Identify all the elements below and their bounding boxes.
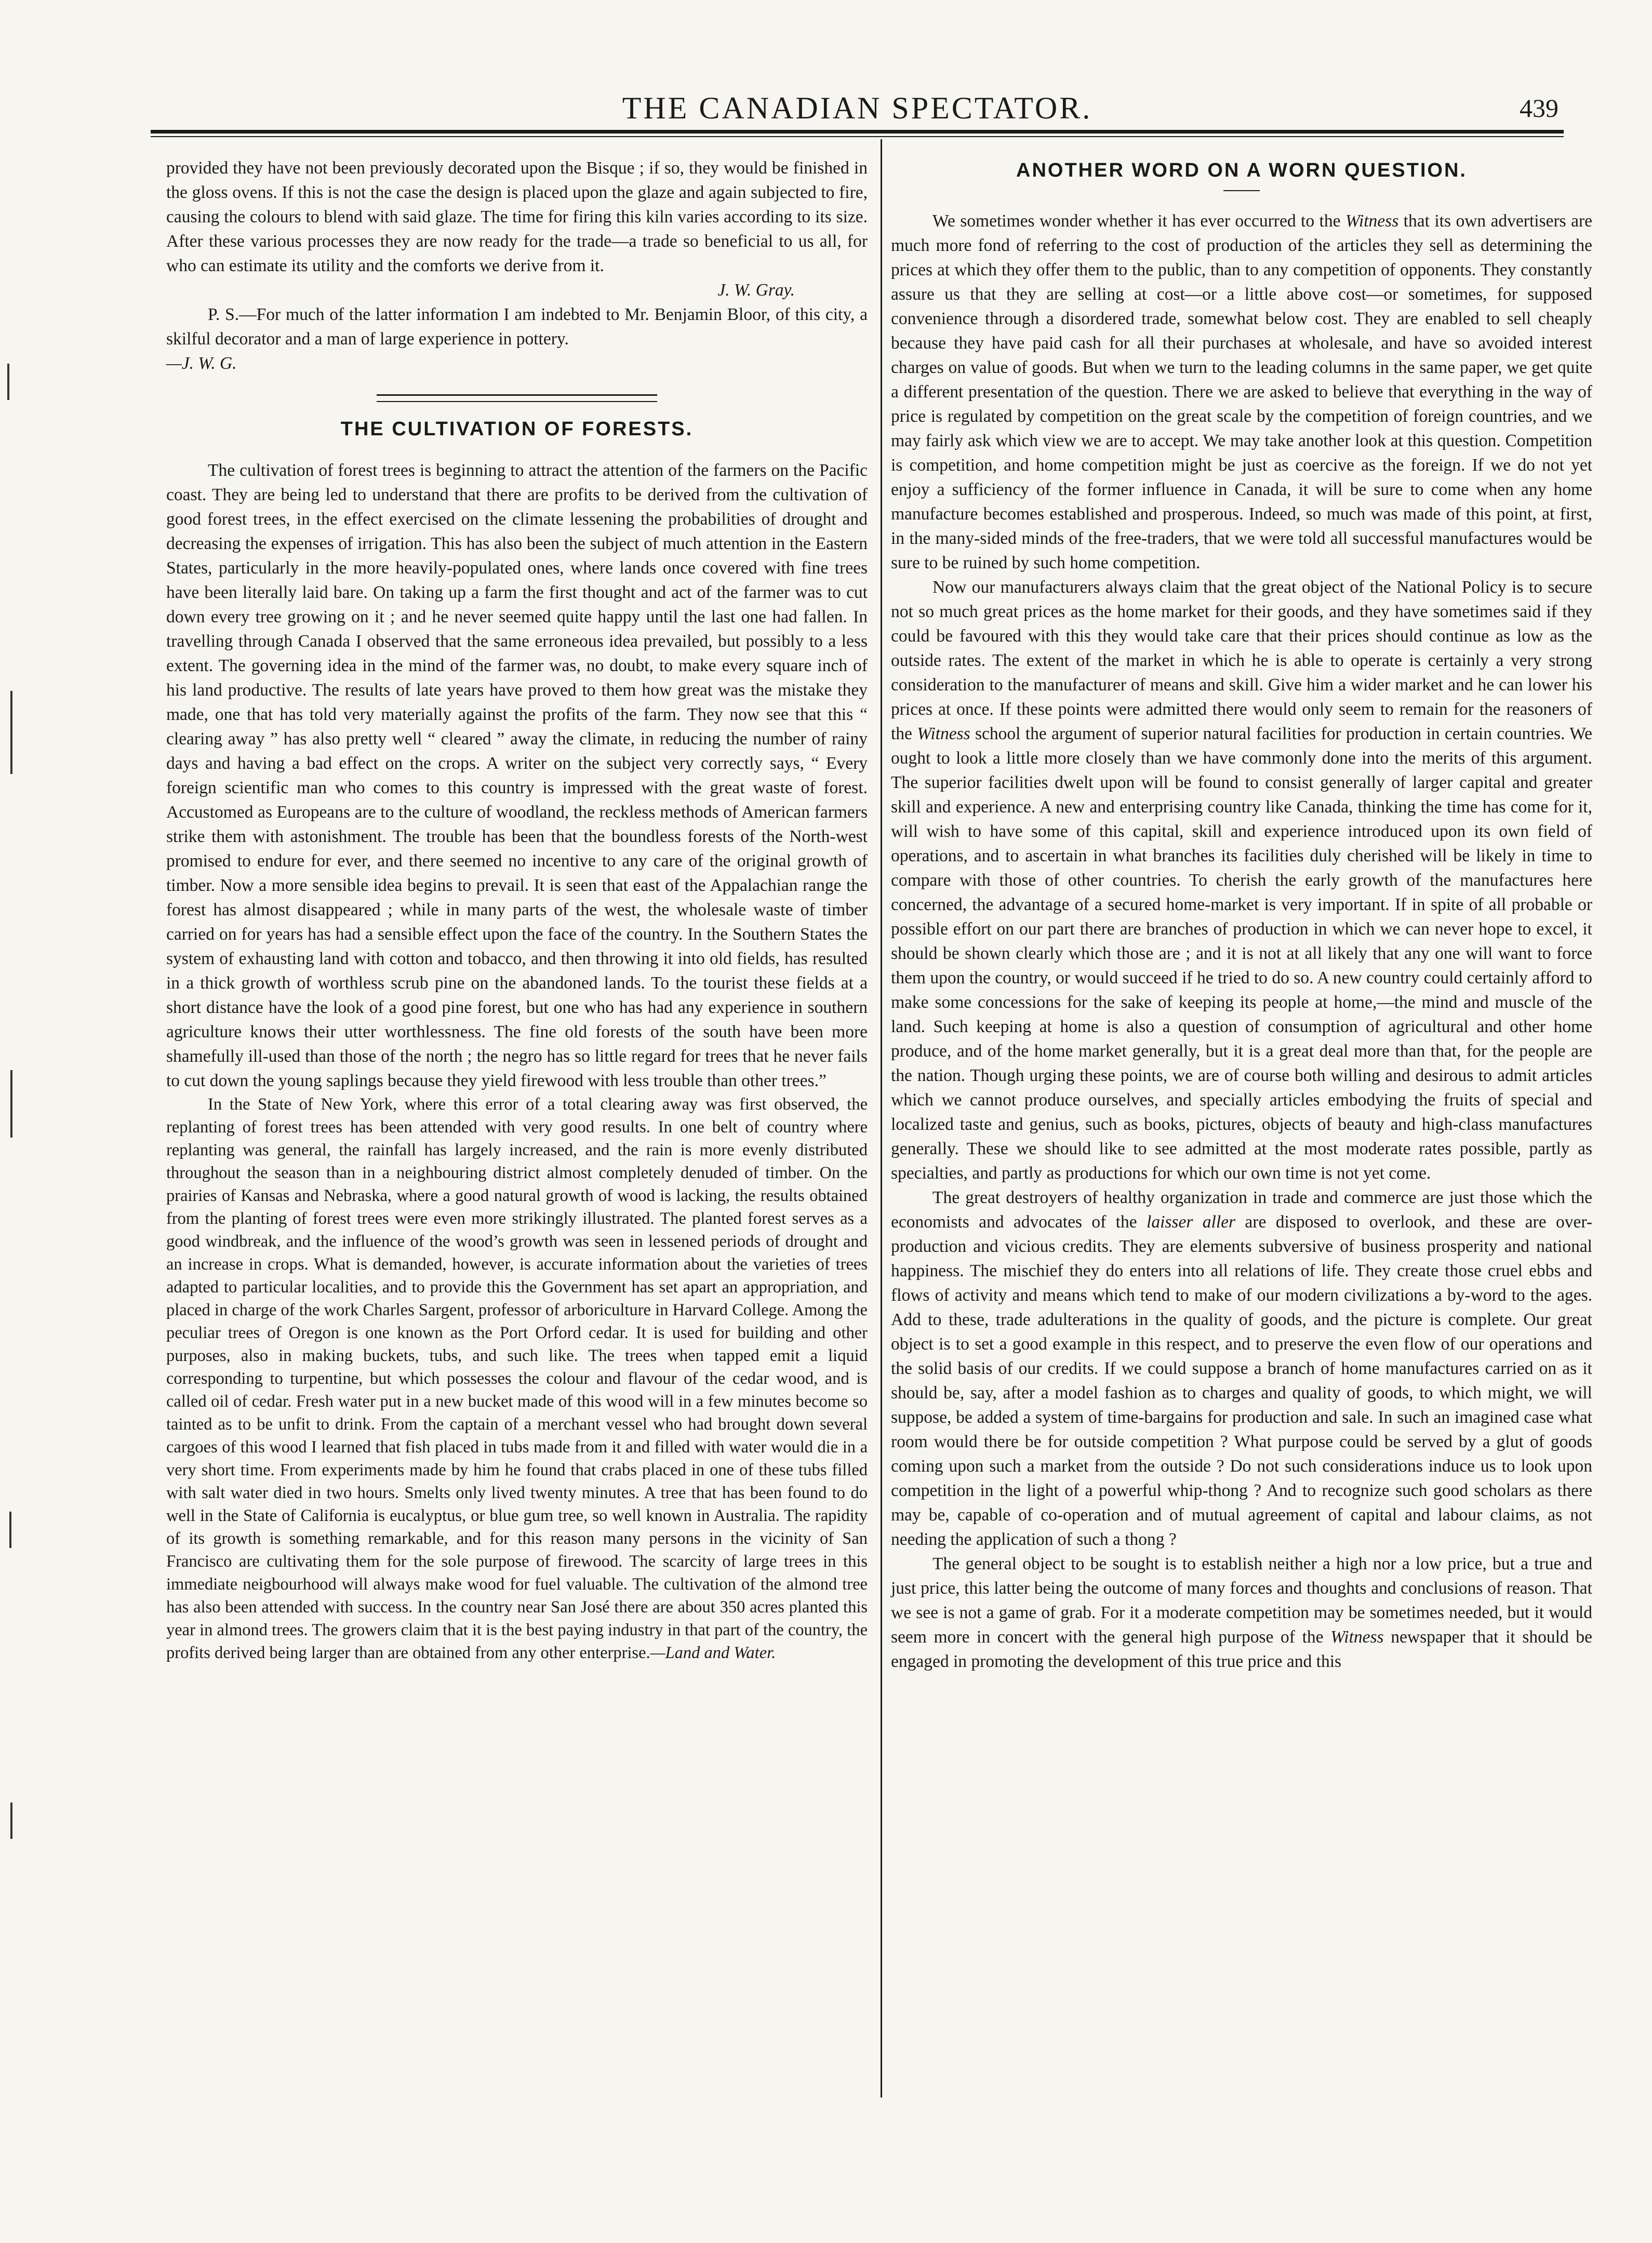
masthead-title: THE CANADIAN SPECTATOR.	[622, 91, 1093, 125]
margin-mark	[10, 1803, 12, 1839]
postscript-signature: —J. W. G.	[166, 354, 237, 373]
postscript-paragraph: P. S.—For much of the latter information I am indebted to Mr. Benjamin Bloor, of this city, a skilful decorator and a man of large experience in pottery.	[166, 305, 868, 349]
paragraph-text: newspaper that it should be engaged in promoting the development of this true price and this	[891, 1627, 1592, 1671]
body-paragraph	[166, 1093, 868, 1664]
section-rule	[377, 401, 657, 402]
publication-name: Witness	[1345, 211, 1399, 231]
heading-rule	[1223, 190, 1260, 191]
body-paragraph: The cultivation of forest trees is beginning to attract the attention of the farmers on the Pacific coast. They are being led to understand that there are profits to be derived from the cultivation of good forest trees, in the effect exercised on the climate lessening the probabilities of drought and decreasing the expenses of irrigation. This has also been the subject of much attention in the Eastern States, particularly in the more heavily-populated ones, where lands once covered with fine trees have been literally laid bare. On taking up a farm the first thought and act of the farmer was to cut down every tree growing on it ; and he never seemed quite happy until the last one had fallen. In travelling through Canada I observed that the same erroneous idea prevailed, but possibly to a less extent. The governing idea in the mind of the farmer was, no doubt, to make every square inch of his land productive. The results of late years have proved to them how great was the mistake they made, one that has told very materially against the profits of the farm. They now see that this “ clearing away ” has also pretty well “ cleared ” away the climate, in reducing the number of rainy days and having a bad effect on the crops. A writer on the subject very correctly says, “ Every foreign scientific man who comes to this country is impressed with the great waste of forest. Accustomed as Europeans are to the culture of woodland, the reckless methods of American farmers strike them with astonishment. The trouble has been that the boundless forests of the North-west promised to endure for ever, and there seemed no incentive to any care of the original growth of timber. Now a more sensible idea begins to prevail. It is seen that east of the Appalachian range the forest has almost disappeared ; while in many parts of the west, the wholesale waste of timber carried on for years has had a sensible effect upon the face of the country. In the Southern States the system of exhausting land with cotton and tobacco, and then throwing it into old fields, has resulted in a thick growth of worthless scrub pine on the abandoned lands. To the tourist these fields at a short distance have the look of a good pine forest, but one who has had any experience in southern agriculture knows their utter worthlessness. The fine old forests of the south have been more shamefully ill-used than those of the north ; the negro has so little regard for trees that he never fails to cut down the young saplings because they yield firewood with less trouble than other trees.”	[166, 461, 868, 1090]
publication-name: Witness	[1330, 1627, 1384, 1647]
paragraph-text: The general object to be sought is to establish neither a high nor a low price, but a true and just price, this latter being the outcome of many forces and thoughts and conclusions of reason. That we see is not a game of grab. For it a moderate competition may be sometimes needed, but it would seem more in concert with the general high purpose of the	[891, 1554, 1592, 1647]
carryover-paragraph: provided they have not been previously decorated upon the Bisque ; if so, they would be finished in the gloss ovens. If this is not the case the design is placed upon the glaze and again subjected to fire, causing the colours to blend with said glaze. The time for firing this kiln varies according to its size. After these various processes they are now ready for the trade—a trade so beneficial to us all, for who can estimate its utility and the comforts we derive from it.	[166, 158, 868, 275]
body-paragraph	[891, 209, 1592, 575]
margin-mark	[9, 1512, 11, 1548]
page-header	[151, 87, 1564, 129]
article-heading: THE CULTIVATION OF FORESTS.	[340, 418, 694, 440]
publication-name: Witness	[917, 724, 970, 743]
margin-mark	[7, 364, 9, 400]
body-paragraph	[891, 575, 1592, 1185]
margin-mark	[10, 1070, 12, 1138]
paragraph-text: that its own advertisers are much more fond of referring to the cost of production of the articles they sell as determining the prices at which they offer them to the public, than to any competition of opponents. They constantly assure us that they are selling at cost—or a little above cost—or sometimes, for supposed convenience through a disordered trade, somewhat below cost. They are enabled to sell cheaply because they have paid cash for all their purchases at wholesale, and have so avoided interest charges on value of goods. But when we turn to the leading columns in the same paper, we get quite a different presentation of the question. There we are asked to believe that everything in the way of price is regulated by competition on the great scale by the competition of foreign countries, and we may fairly ask which view we are to accept. We may take another look at this question. Competition is competition, and home competition might be just as coercive as the foreign. If we do not yet enjoy a sufficiency of the former influence in Canada, it will be sure to come when any home manufacture becomes established and prosperous. Indeed, so much was made of this point, at first, in the many-sided minds of the free-traders, that we were told all successful manufactures would be sure to be ruined by such home competition.	[891, 211, 1593, 572]
paragraph-text: We sometimes wonder whether it has ever occurred to the	[932, 211, 1345, 231]
paragraph-text: are disposed to overlook, and these are over-production and vicious credits. They are elements subversive of business prosperity and national happiness. The mischief they do enters into all relations of life. They create those cruel ebbs and flows of activity and means which tend to make of our modern civilizations a by-word to the ages. Add to these, trade adulterations in the quality of goods, and the picture is complete. Our great object is to set a good example in this respect, and to preserve the even flow of our operations and the solid basis of our credits. If we could suppose a branch of home manufactures carried on as it should be, say, after a model fashion as to charges and quality of goods, to which might, we will suppose, be added a system of time-bargains for production and sale. In such an imagined case what room would there be for outside competition ? What purpose could be served by a glut of goods coming upon such a market from the outside ? Do not such considerations induce us to look upon competition in the light of a powerful whip-thong ? And to recognize such good scholars as there may be, capable of co-operation and of mutual agreement of capital and labour claims, as not needing the application of such a thong ?	[891, 1212, 1592, 1549]
column-divider	[881, 139, 882, 2098]
body-paragraph	[891, 1552, 1592, 1674]
foreign-phrase: laisser aller	[1147, 1212, 1236, 1232]
article-signature: J. W. Gray.	[717, 281, 795, 300]
margin-mark	[10, 691, 12, 774]
source-credit: —Land and Water.	[650, 1644, 776, 1662]
page-number: 439	[1520, 94, 1558, 123]
body-paragraph	[891, 1185, 1592, 1552]
header-rule-thin	[151, 136, 1564, 137]
right-column	[891, 156, 1592, 1674]
paragraph-text: The great destroyers of healthy organization in trade and commerce are just those which the economists and advocates of the	[891, 1188, 1592, 1232]
paragraph-text: school the argument of superior natural facilities for production in certain countries. We ought to look a little more closely than we have commonly done into the merits of this argument. The superior facilities dwelt upon will be found to consist generally of larger capital and greater skill and experience. A new and enterprising country like Canada, thinking the time has come for it, will wish to have some of this capital, skill and experience introduced upon its own field of operations, and to ascertain in what branches its facilities duly cherished will be likely in time to compare with those of other countries. To cherish the early growth of the manufactures here concerned, the advantage of a secured home-market is very important. If in spite of all probable or possible effort on our part there are branches of production in which we can never hope to excel, it should be shown clearly which those are ; and it is not at all likely that any one will want to force them upon the country, or would succeed if he tried to do so. A new country could certainly afford to make some concessions for the sake of keeping its people at home,—the mind and muscle of the land. Such keeping at home is also a question of consumption of agricultural and other home produce, and of the home market generally, but it is a great deal more than that, for the people are the nation. Though urging these points, we are of course both willing and desirous to admit articles which we cannot produce ourselves, and specially articles embodying the fruits of special and localized taste and genius, such as books, pictures, objects of beauty and high-class manufactures generally. These we should like to see admitted at the most moderate rates possible, partly as specialties, and partly as productions for which our own time is not yet come.	[891, 724, 1592, 1183]
paragraph-text: Now our manufacturers always claim that the great object of the National Policy is to secure not so much great prices as the home market for their goods, and they have sometimes said if they could be favoured with this they would take care that their prices should continue as low as the outside rates. The extent of the market in which he is able to operate is certainly a very strong consideration to the manufacturer of means and skill. Give him a wider market and he can lower his prices at once. If these points were admitted there would only seem to remain for the reasoners of the	[891, 578, 1592, 743]
header-rule-thick	[151, 130, 1564, 133]
section-rule	[377, 394, 657, 396]
paragraph-text: In the State of New York, where this error of a total clearing away was first observed, the replanting of forest trees has been attended with very good results. In one belt of country where replanting was general, the rainfall has largely increased, and the rain is more evenly distributed throughout the season than in a neighbouring district almost completely denuded of timber. On the prairies of Kansas and Nebraska, where a good natural growth of wood is lacking, the results obtained from the planting of forest trees were even more strikingly illustrated. The planted forest serves as a good windbreak, and the influence of the wood’s growth was seen in lessened periods of drought and an increase in crops. What is demanded, however, is accurate information about the varieties of trees adapted to particular localities, and to provide this the Government has set apart an appropriation, and placed in charge of the work Charles Sargent, professor of arboriculture in Harvard College. Among the peculiar trees of Oregon is one known as the Port Orford cedar. It is used for building and other purposes, also in making buckets, tubs, and such like. The trees when tapped emit a liquid corresponding to turpentine, but which possesses the colour and flavour of the cedar wood, and is called oil of cedar. Fresh water put in a new bucket made of this wood will in a few minutes become so tainted as to be unfit to drink. From the captain of a merchant vessel who had brought down several cargoes of this wood I learned that fish placed in tubs made from it and filled with water would die in a very short time. From experiments made by him he found that crabs placed in one of these tubs filled with salt water died in two hours. Smelts only lived twenty minutes. A tree that has been found to do well in the State of California is eucalyptus, or blue gum tree, so well known in Australia. The rapidity of its growth is something remarkable, and for this reason many persons in the vicinity of San Francisco are cultivating them for the sole purpose of firewood. The scarcity of large trees in this immediate neigbourhood will always make wood for fuel valuable. The cultivation of the almond tree has also been attended with success. In the country near San José there are about 350 acres planted this year in almond trees. The growers claim that it is the best paying industry in that part of the country, the profits derived being larger than are obtained from any other enterprise.	[166, 1095, 868, 1662]
article-heading: ANOTHER WORD ON A WORN QUESTION.	[1016, 159, 1467, 181]
left-column	[166, 156, 868, 1664]
